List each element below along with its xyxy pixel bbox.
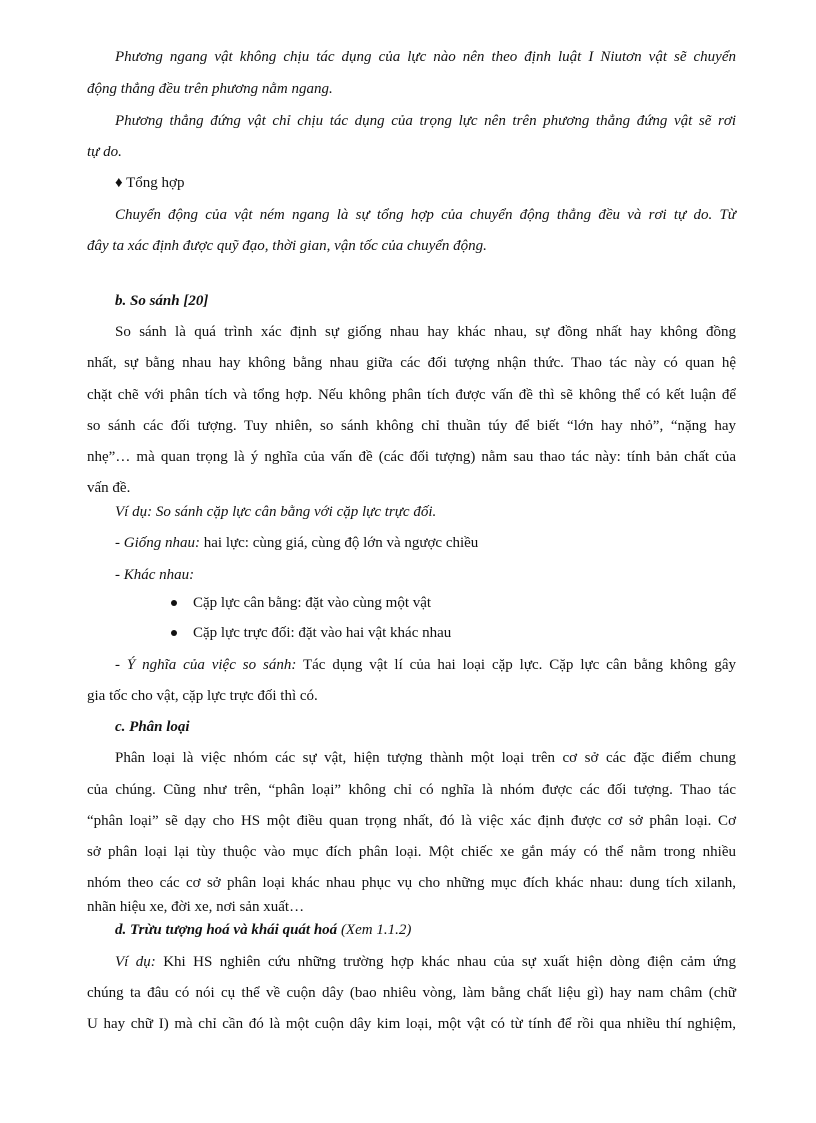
paragraph-line: Phân loại là việc nhóm các sự vật, hiện tượng thành một loại trên cơ sở các đặc điểm chung [115, 750, 736, 766]
same-line [115, 534, 478, 552]
paragraph-line: nhất, sự bằng nhau hay không bằng nhau giữa các đối tượng nhận thức. Thao tác này có quan hệ [87, 355, 736, 371]
paragraph-line: nhãn hiệu xe, đời xe, nơi sản xuất… [87, 899, 305, 915]
same-label: - Giống nhau: [115, 535, 200, 551]
diamond-bullet-icon: ♦ [115, 175, 123, 191]
example-text: Khi HS nghiên cứu những trường hợp khác nhau của sự xuất hiện dòng điện cảm ứng [155, 954, 737, 970]
section-heading-d [115, 921, 411, 939]
paragraph-line: “phân loại” sẽ dạy cho HS một điều quan trọng nhất, đó là việc xác định được cơ sở phân loại. Cơ [87, 813, 736, 829]
same-text: hai lực: cùng giá, cùng độ lớn và ngược chiều [200, 535, 479, 551]
example-line [115, 953, 736, 971]
paragraph-line: Chuyển động của vật ném ngang là sự tổng hợp của chuyển động thẳng đều và rơi tự do. Từ [115, 207, 736, 223]
paragraph-line: vấn đề. [87, 480, 131, 496]
paragraph-line: Phương ngang vật không chịu tác dụng của lực nào nên theo định luật I Niutơn vật sẽ chuyển [115, 49, 736, 65]
section-heading-d-ref: (Xem 1.1.2) [337, 922, 412, 938]
subsection-label [115, 174, 185, 192]
bullet-item: Cặp lực trực đối: đặt vào hai vật khác nhau [193, 625, 452, 641]
section-heading-c: c. Phân loại [115, 719, 190, 735]
paragraph-line: So sánh là quá trình xác định sự giống nhau hay khác nhau, sự đồng nhất hay không đồng [115, 324, 736, 340]
bullet-dot-icon [171, 600, 177, 606]
paragraph-line: động thẳng đều trên phương nằm ngang. [87, 81, 333, 97]
paragraph-line: sở phân loại lại tùy thuộc vào mục đích phân loại. Một chiếc xe gắn máy có thể nằm trong nhiều [87, 844, 736, 860]
paragraph-line: nhẹ”… mà quan trọng là ý nghĩa của vấn đề (các đối tượng) nằm sau thao tác này: tính bản chất của [87, 449, 736, 465]
section-heading-d-text: d. Trừu tượng hoá và khái quát hoá [115, 922, 338, 938]
example-label: Ví dụ: [115, 954, 156, 970]
paragraph-line: U hay chữ I) mà chỉ cần đó là một cuộn dây kim loại, một vật có từ tính để rồi qua nhiều thí nghiệm, [87, 1016, 736, 1032]
paragraph-line: Phương thẳng đứng vật chỉ chịu tác dụng của trọng lực nên trên phương thẳng đứng vật sẽ rơi [115, 113, 736, 129]
paragraph-line: gia tốc cho vật, cặp lực trực đối thì có. [87, 688, 318, 704]
paragraph-line: chúng ta đâu có nói cụ thể về cuộn dây (bao nhiêu vòng, làm bằng chất liệu gì) hay nam châm (chữ [87, 985, 736, 1001]
meaning-line [115, 656, 736, 674]
paragraph-line: so sánh các đối tượng. Tuy nhiên, so sánh không chỉ thuần túy để biết “lớn hay nhỏ”, “nặng hay [87, 418, 736, 434]
paragraph-line: của chúng. Cũng như trên, “phân loại” không chỉ có nghĩa là nhóm được các đối tượng. Thao tác [87, 782, 736, 798]
paragraph-line: đây ta xác định được quỹ đạo, thời gian, vận tốc của chuyển động. [87, 238, 487, 254]
meaning-text: Tác dụng vật lí của hai loại cặp lực. Cặp lực cân bằng không gây [296, 657, 736, 673]
paragraph-line: tự do. [87, 144, 122, 160]
bullet-item: Cặp lực cân bằng: đặt vào cùng một vật [193, 595, 432, 611]
section-heading-b: b. So sánh [20] [115, 293, 209, 309]
paragraph-line: chặt chẽ với phân tích và tổng hợp. Nếu không phân tích được vấn đề thì sẽ không thể có kết luận để [87, 387, 736, 403]
subsection-label-text: Tổng hợp [126, 175, 185, 191]
paragraph-line: nhóm theo các cơ sở phân loại khác nhau phục vụ cho những mục đích khác nhau: dung tích xilanh, [87, 875, 736, 891]
meaning-label: - Ý nghĩa của việc so sánh: [115, 657, 297, 673]
bullet-dot-icon [171, 630, 177, 636]
example-line: Ví dụ: So sánh cặp lực cân bằng với cặp lực trực đối. [115, 504, 437, 520]
diff-label: - Khác nhau: [115, 567, 195, 583]
